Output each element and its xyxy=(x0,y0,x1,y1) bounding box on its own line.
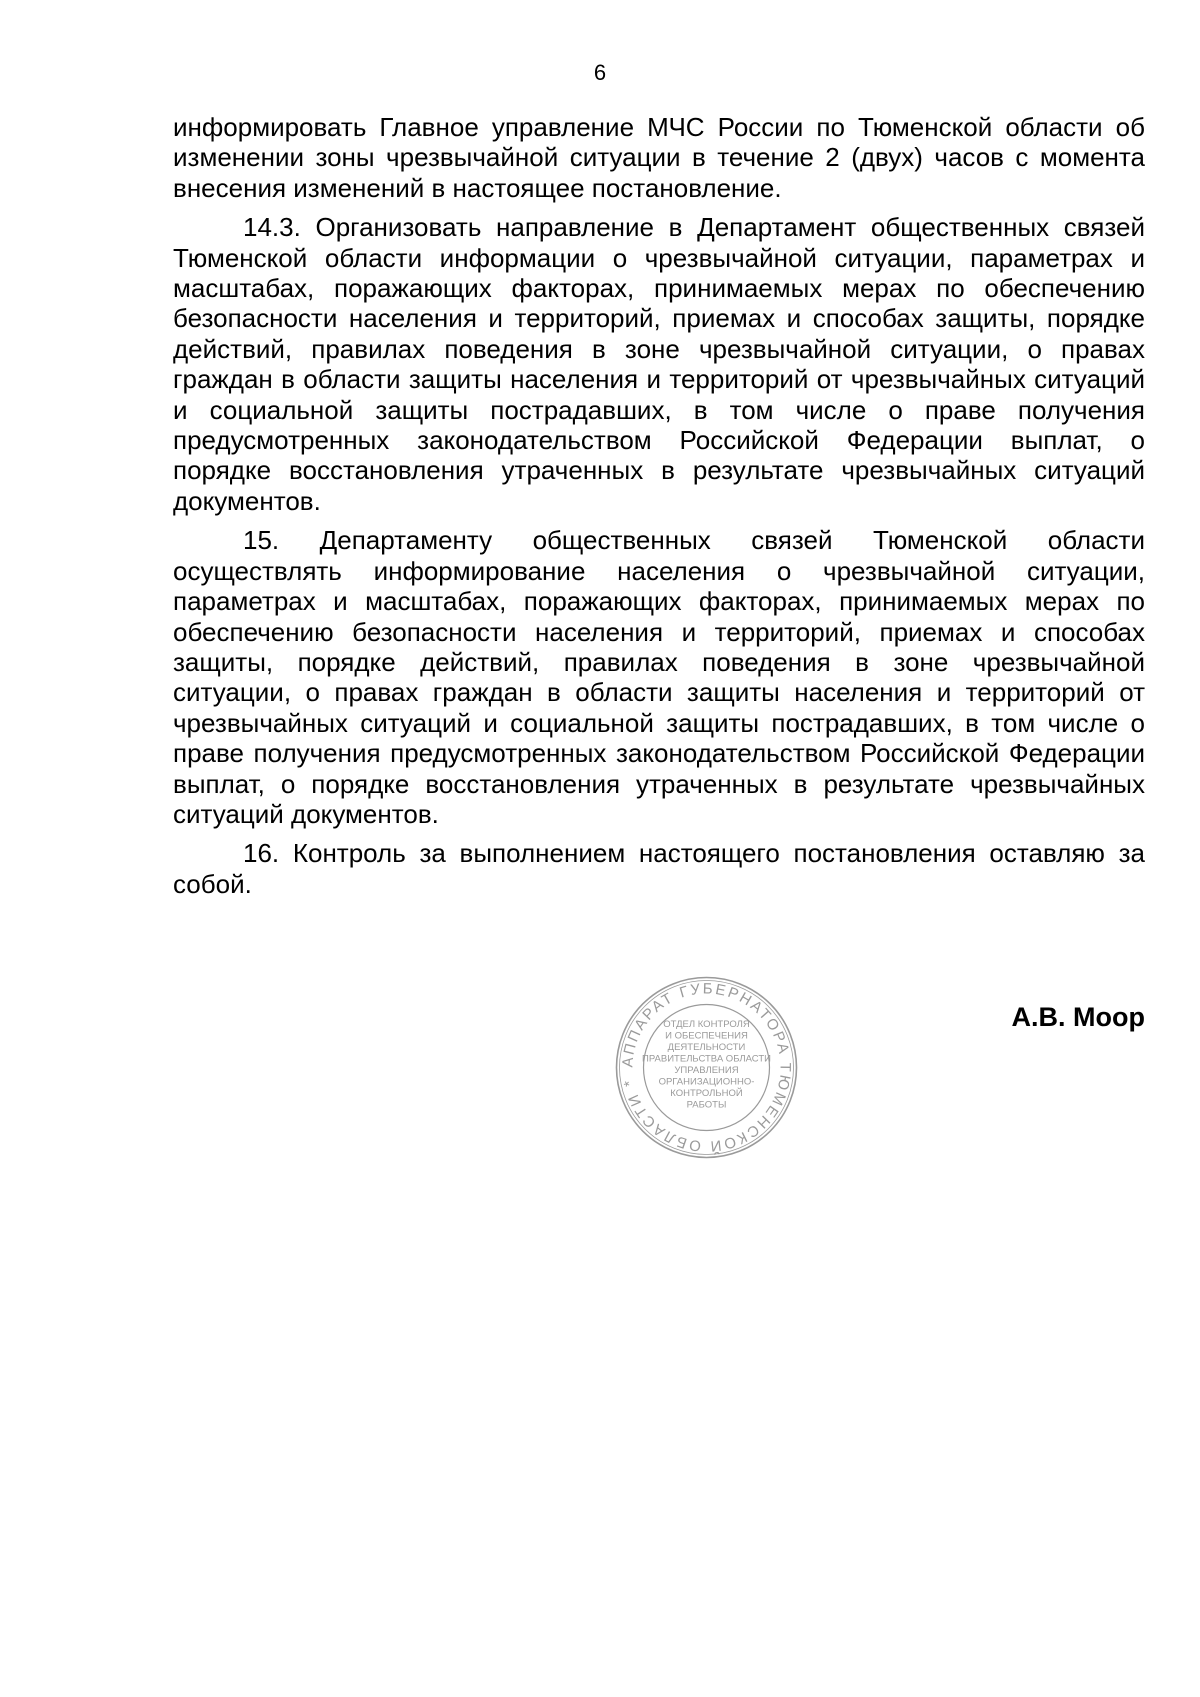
seal-outer-text: АППАРАТ ГУБЕРНАТОРА ТЮМЕНСКОЙ ОБЛАСТИ * xyxy=(619,980,794,1155)
seal-inner-line: УПРАВЛЕНИЯ xyxy=(674,1065,739,1076)
paragraph-16: 16. Контроль за выполнением настоящего постановления оставляю за собой. xyxy=(173,838,1145,899)
seal-inner-line: РАБОТЫ xyxy=(686,1099,727,1111)
seal-inner-line: ПРАВИТЕЛЬСТВА ОБЛАСТИ xyxy=(642,1053,771,1065)
seal-inner-line: КОНТРОЛЬНОЙ xyxy=(670,1088,743,1099)
paragraph-15: 15. Департаменту общественных связей Тюменской области осуществлять информирование населения о чрезвычайной ситуации, параметрах и масштабах, поражающих факторах, принимаемых мерах по обеспечению безопасности населения и территорий, приемах и способах защиты, порядке действий, правилах поведения в зоне чрезвычайной ситуации, о правах граждан в области защиты населения и территорий от чрезвычайных ситуаций и социальной защиты пострадавших, в том числе о праве получения предусмотренных законодательством Российской Федерации выплат, о порядке восстановления утраченных в результате чрезвычайных ситуаций документов. xyxy=(173,525,1145,829)
seal-inner-line: ДЕЯТЕЛЬНОСТИ xyxy=(667,1042,746,1053)
paragraph-14-3: 14.3. Организовать направление в Департамент общественных связей Тюменской области информации о чрезвычайной ситуации, параметрах и масштабах, поражающих факторах, принимаемых мерах по обеспечению безопасности населения и территорий, приемах и способах защиты, порядке действий, правилах поведения в зоне чрезвычайной ситуации, о правах граждан в области защиты населения и территорий от чрезвычайных ситуаций и социальной защиты пострадавших, в том числе о праве получения предусмотренных законодательством Российской Федерации выплат, о порядке восстановления утраченных в результате чрезвычайных ситуаций документов. xyxy=(173,212,1145,516)
seal-inner-line: И ОБЕСПЕЧЕНИЯ xyxy=(665,1030,748,1042)
body-text xyxy=(173,112,1145,908)
seal-inner-line: ОТДЕЛ КОНТРОЛЯ xyxy=(663,1019,750,1030)
seal-inner-line: ОРГАНИЗАЦИОННО- xyxy=(658,1076,755,1088)
signature-block xyxy=(600,975,1145,1175)
official-seal-stamp xyxy=(614,975,799,1160)
signer-name: А.В. Моор xyxy=(1011,1002,1145,1032)
seal-inner-text xyxy=(642,1019,771,1111)
paragraph-continuation: информировать Главное управление МЧС России по Тюменской области об изменении зоны чрезвычайной ситуации в течение 2 (двух) часов с момента внесения изменений в настоящее постановление. xyxy=(173,112,1145,203)
page-number: 6 xyxy=(593,60,607,85)
